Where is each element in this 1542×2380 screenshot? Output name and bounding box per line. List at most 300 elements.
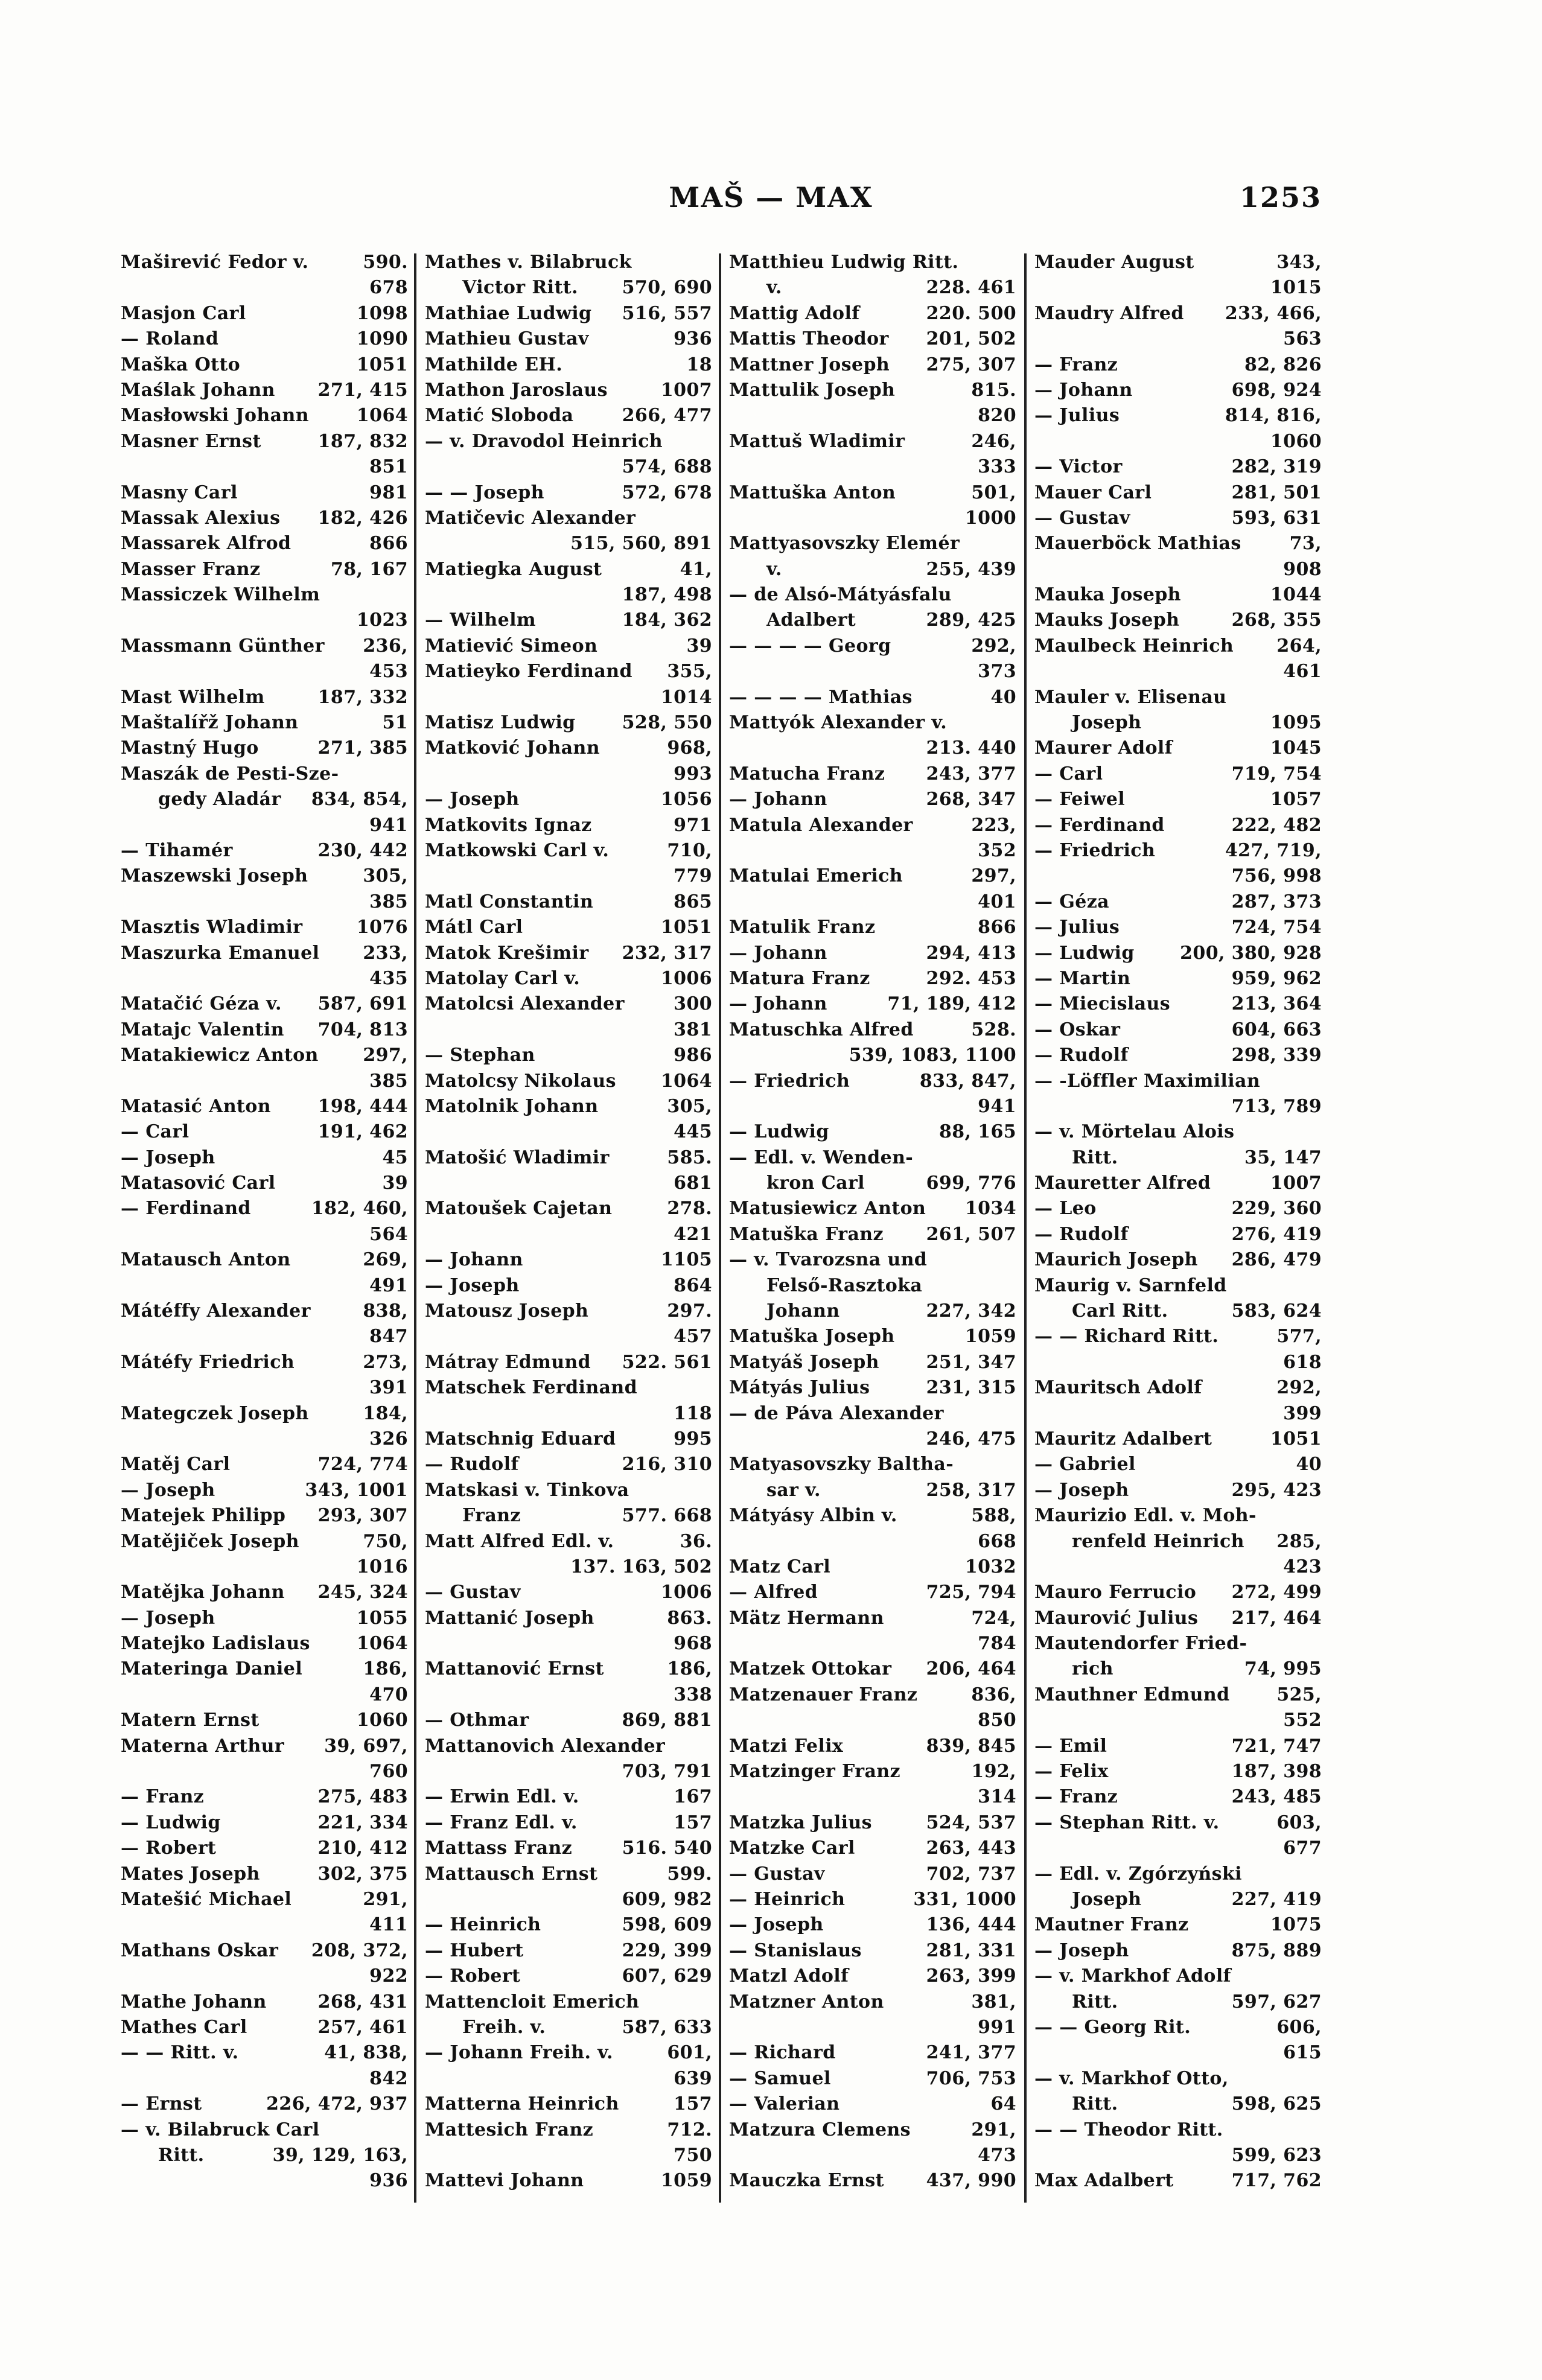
index-entry-line bbox=[729, 2040, 1016, 2066]
entry-page-refs: 257, 461 bbox=[317, 2016, 408, 2038]
entry-page-refs: 273, bbox=[363, 1351, 408, 1373]
entry-name: — Franz bbox=[1034, 354, 1118, 375]
index-entry-line bbox=[1034, 1810, 1322, 1836]
entry-page-refs: 1076 bbox=[356, 917, 408, 938]
entry-page-refs: 724, 774 bbox=[317, 1454, 408, 1475]
entry-name: Masłowski Johann bbox=[121, 405, 309, 427]
index-entry-line bbox=[425, 2092, 712, 2117]
entry-name: Matzner Anton bbox=[729, 1991, 884, 2012]
entry-name: — v. Bilabruck Carl bbox=[121, 2119, 320, 2140]
index-entry-line bbox=[121, 1375, 408, 1401]
entry-name: — Gustav bbox=[729, 1863, 825, 1885]
entry-name: — Ludwig bbox=[729, 1121, 829, 1143]
index-entry-line bbox=[425, 1682, 712, 1708]
entry-page-refs: 201, 502 bbox=[926, 328, 1016, 350]
index-entry-line bbox=[1034, 838, 1322, 864]
entry-page-refs: 198, 444 bbox=[317, 1095, 408, 1117]
entry-name: gedy Aladár bbox=[158, 789, 281, 810]
index-entry-line bbox=[121, 1043, 408, 1068]
entry-name: — Richard bbox=[729, 2042, 836, 2064]
entry-page-refs: 287, 373 bbox=[1231, 891, 1322, 912]
entry-page-refs: 1014 bbox=[660, 686, 712, 708]
entry-page-refs: 678 bbox=[369, 277, 408, 299]
entry-name: Mathe Johann bbox=[121, 1991, 267, 2012]
entry-page-refs: 609, 982 bbox=[622, 1889, 712, 1910]
entry-page-refs: 233, bbox=[363, 942, 408, 964]
index-entry-line bbox=[425, 301, 712, 326]
index-entry-line bbox=[1034, 1273, 1322, 1299]
index-entry-line bbox=[425, 1912, 712, 1938]
entry-name: Matulik Franz bbox=[729, 917, 876, 938]
index-entry-line bbox=[729, 1196, 1016, 1221]
entry-page-refs: 275, 307 bbox=[926, 354, 1016, 375]
index-entry-line bbox=[425, 1119, 712, 1145]
entry-page-refs: 750, bbox=[363, 1530, 408, 1552]
entry-page-refs: 717, 762 bbox=[1231, 2170, 1322, 2192]
entry-name: Masny Carl bbox=[121, 482, 238, 503]
entry-page-refs: 200, 380, 928 bbox=[1180, 942, 1322, 964]
index-entry-line bbox=[121, 608, 408, 633]
entry-page-refs: 516. 540 bbox=[622, 1838, 712, 1859]
index-entry-line bbox=[729, 1069, 1016, 1094]
entry-name: — Gabriel bbox=[1034, 1454, 1136, 1475]
index-entry-line bbox=[1034, 1222, 1322, 1247]
entry-page-refs: 246, bbox=[971, 430, 1016, 452]
entry-name: Mattanić Joseph bbox=[425, 1607, 594, 1629]
entry-name: Mathes Carl bbox=[121, 2016, 247, 2038]
entry-name: — Othmar bbox=[425, 1710, 529, 1731]
entry-name: — Joseph bbox=[121, 1479, 215, 1501]
entry-name: Masztis Wladimir bbox=[121, 917, 303, 938]
running-head: MAŠ — MAX bbox=[669, 181, 873, 214]
entry-page-refs: 186, bbox=[363, 1658, 408, 1680]
index-entry-line bbox=[425, 2168, 712, 2194]
entry-name: Mattuš Wladimir bbox=[729, 430, 905, 452]
index-entry-line bbox=[121, 1452, 408, 1477]
entry-page-refs: 941 bbox=[978, 1095, 1016, 1117]
entry-name: Ritt. bbox=[158, 2144, 205, 2166]
entry-name: Matschnig Eduard bbox=[425, 1428, 616, 1449]
entry-page-refs: 213, 364 bbox=[1231, 993, 1322, 1015]
entry-page-refs: 263, 399 bbox=[926, 1965, 1016, 1987]
entry-page-refs: 725, 794 bbox=[926, 1582, 1016, 1603]
entry-name: — Martin bbox=[1034, 967, 1131, 989]
entry-page-refs: 703, 791 bbox=[622, 1761, 712, 1783]
index-entry-line bbox=[425, 685, 712, 710]
entry-name: — Ferdinand bbox=[121, 1198, 251, 1220]
index-entry-line bbox=[729, 352, 1016, 378]
index-entry-line bbox=[1034, 301, 1322, 326]
entry-name: — Johann bbox=[729, 993, 827, 1015]
entry-name: Matieyko Ferdinand bbox=[425, 661, 632, 682]
entry-name: Matulai Emerich bbox=[729, 865, 903, 887]
index-entry-line bbox=[425, 1784, 712, 1810]
entry-page-refs: 137. 163, 502 bbox=[570, 1556, 712, 1577]
entry-name: Mátyásy Albin v. bbox=[729, 1505, 897, 1527]
entry-name: — v. Markhof Adolf bbox=[1034, 1965, 1231, 1987]
entry-name: Franz bbox=[462, 1505, 521, 1527]
entry-page-refs: 1007 bbox=[1270, 1172, 1322, 1194]
index-entry-line bbox=[121, 889, 408, 915]
entry-page-refs: 251, 347 bbox=[926, 1351, 1016, 1373]
index-entry-line bbox=[425, 1554, 712, 1580]
index-entry-line bbox=[121, 1656, 408, 1682]
entry-page-refs: 282, 319 bbox=[1231, 456, 1322, 478]
entry-name: Maszewski Joseph bbox=[121, 865, 308, 887]
entry-page-refs: 435 bbox=[369, 967, 408, 989]
index-entry-line bbox=[1034, 1759, 1322, 1784]
entry-name: — Franz Edl. v. bbox=[425, 1812, 578, 1833]
index-entry-line bbox=[1034, 2066, 1322, 2092]
entry-page-refs: 639 bbox=[674, 2067, 712, 2089]
entry-name: Mattass Franz bbox=[425, 1838, 573, 1859]
entry-name: Matković Johann bbox=[425, 737, 600, 759]
entry-name: Masjon Carl bbox=[121, 302, 246, 324]
entry-page-refs: 552 bbox=[1283, 1710, 1322, 1731]
index-entry-line bbox=[729, 1784, 1016, 1810]
entry-page-refs: 88, 165 bbox=[938, 1121, 1016, 1143]
index-entry-line bbox=[425, 1350, 712, 1375]
entry-page-refs: 263, 443 bbox=[926, 1838, 1016, 1859]
entry-page-refs: 271, 415 bbox=[317, 379, 408, 401]
index-entry-line bbox=[1034, 1196, 1322, 1221]
entry-page-refs: 421 bbox=[674, 1223, 712, 1245]
index-entry-line bbox=[729, 1119, 1016, 1145]
entry-page-refs: 187, 332 bbox=[317, 686, 408, 708]
entry-page-refs: 192, bbox=[971, 1761, 1016, 1783]
entry-name: Matičevic Alexander bbox=[425, 507, 636, 529]
entry-name: — Johann bbox=[729, 789, 827, 810]
entry-page-refs: 291, bbox=[363, 1889, 408, 1910]
entry-page-refs: 385 bbox=[369, 891, 408, 912]
entry-name: Mates Joseph bbox=[121, 1863, 260, 1885]
entry-name: Matzenauer Franz bbox=[729, 1684, 918, 1705]
entry-name: Matolcsy Nikolaus bbox=[425, 1070, 616, 1092]
entry-page-refs: 1034 bbox=[964, 1198, 1016, 1220]
index-entry-line bbox=[121, 1478, 408, 1503]
entry-name: — Johann bbox=[425, 1249, 523, 1271]
index-entry-line bbox=[729, 1017, 1016, 1043]
entry-page-refs: 292. 453 bbox=[926, 967, 1016, 989]
index-entry-line bbox=[425, 634, 712, 659]
entry-page-refs: 268, 347 bbox=[926, 789, 1016, 810]
entry-name: Mathilde EH. bbox=[425, 354, 563, 375]
index-entry-line bbox=[1034, 813, 1322, 838]
entry-page-refs: 470 bbox=[369, 1684, 408, 1705]
index-entry-line bbox=[425, 1401, 712, 1427]
index-entry-line bbox=[121, 1299, 408, 1324]
entry-name: Mastný Hugo bbox=[121, 737, 259, 759]
entry-page-refs: 712. bbox=[667, 2119, 712, 2140]
entry-page-refs: 570, 690 bbox=[622, 277, 712, 299]
index-entry-line bbox=[121, 454, 408, 480]
entry-page-refs: 35, 147 bbox=[1244, 1147, 1322, 1168]
entry-page-refs: 333 bbox=[978, 456, 1016, 478]
entry-name: Matoušek Cajetan bbox=[425, 1198, 613, 1220]
entry-page-refs: 292, bbox=[1276, 1377, 1322, 1399]
index-entry-line bbox=[121, 1350, 408, 1375]
entry-page-refs: 264, bbox=[1276, 635, 1322, 657]
entry-page-refs: 1045 bbox=[1270, 737, 1322, 759]
entry-page-refs: 229, 360 bbox=[1231, 1198, 1322, 1220]
index-entry-line bbox=[1034, 1734, 1322, 1759]
index-entry-line bbox=[729, 2066, 1016, 2092]
entry-name: Matyáš Joseph bbox=[729, 1351, 879, 1373]
entry-page-refs: 598, 625 bbox=[1231, 2093, 1322, 2115]
entry-page-refs: 78, 167 bbox=[330, 558, 408, 580]
entry-name: Mátl Carl bbox=[425, 917, 523, 938]
index-entry-line bbox=[121, 2066, 408, 2092]
entry-name: Mathes v. Bilabruck bbox=[425, 252, 632, 273]
index-entry-line bbox=[121, 326, 408, 352]
index-entry-line bbox=[1034, 659, 1322, 684]
index-entry-line bbox=[121, 557, 408, 582]
entry-page-refs: 352 bbox=[978, 839, 1016, 861]
entry-name: — Joseph bbox=[425, 789, 520, 810]
index-entry-line bbox=[1034, 889, 1322, 915]
entry-name: Materna Arthur bbox=[121, 1735, 285, 1757]
index-entry-line bbox=[425, 889, 712, 915]
index-entry-line bbox=[1034, 1324, 1322, 1349]
entry-name: Matolay Carl v. bbox=[425, 967, 581, 989]
entry-name: Mattig Adolf bbox=[729, 302, 860, 324]
index-entry-line bbox=[729, 1043, 1016, 1068]
entry-page-refs: 699, 776 bbox=[926, 1172, 1016, 1194]
index-entry-line bbox=[425, 250, 712, 275]
index-entry-line bbox=[1034, 736, 1322, 761]
entry-name: Matzinger Franz bbox=[729, 1761, 900, 1783]
index-entry-line bbox=[729, 762, 1016, 787]
index-entry-line bbox=[425, 1273, 712, 1299]
index-entry-line bbox=[425, 941, 712, 966]
entry-name: Mauczka Ernst bbox=[729, 2170, 884, 2192]
index-entry-line bbox=[121, 1094, 408, 1119]
entry-page-refs: 295, 423 bbox=[1231, 1479, 1322, 1501]
index-entry-line bbox=[121, 275, 408, 301]
index-entry-line bbox=[1034, 352, 1322, 378]
entry-name: rich bbox=[1072, 1658, 1113, 1680]
index-entry-line bbox=[729, 557, 1016, 582]
index-entry-line bbox=[121, 1580, 408, 1605]
index-column-1 bbox=[121, 250, 408, 2194]
index-entry-line bbox=[1034, 2040, 1322, 2066]
index-entry-line bbox=[1034, 1580, 1322, 1605]
index-entry-line bbox=[425, 1427, 712, 1452]
entry-page-refs: 73, bbox=[1289, 533, 1322, 555]
index-entry-line bbox=[729, 1273, 1016, 1299]
entry-page-refs: 491 bbox=[369, 1274, 408, 1296]
entry-name: Felső-Rasztoka bbox=[766, 1274, 923, 1296]
entry-page-refs: 71, 189, 412 bbox=[887, 993, 1016, 1015]
entry-page-refs: 1060 bbox=[1270, 430, 1322, 452]
index-entry-line bbox=[1034, 2168, 1322, 2194]
entry-name: Mauro Ferrucio bbox=[1034, 1582, 1197, 1603]
index-entry-line bbox=[425, 1478, 712, 1503]
entry-page-refs: 331, 1000 bbox=[913, 1889, 1016, 1910]
index-entry-line bbox=[425, 813, 712, 838]
entry-name: Mauks Joseph bbox=[1034, 609, 1180, 631]
index-entry-line bbox=[729, 787, 1016, 812]
entry-page-refs: 45 bbox=[382, 1147, 408, 1168]
entry-page-refs: 269, bbox=[363, 1249, 408, 1271]
entry-name: Mátéfy Friedrich bbox=[121, 1351, 295, 1373]
index-entry-line bbox=[425, 1145, 712, 1171]
index-entry-line bbox=[1034, 1375, 1322, 1401]
entry-name: — Carl bbox=[121, 1121, 190, 1143]
entry-name: — Oskar bbox=[1034, 1019, 1121, 1040]
entry-page-refs: 82, 826 bbox=[1244, 354, 1322, 375]
index-entry-line bbox=[729, 1912, 1016, 1938]
entry-page-refs: 820 bbox=[978, 405, 1016, 427]
index-entry-line bbox=[121, 1887, 408, 1912]
index-entry-line bbox=[425, 736, 712, 761]
index-entry-line bbox=[1034, 1862, 1322, 1887]
index-entry-line bbox=[121, 1401, 408, 1427]
index-entry-line bbox=[425, 1734, 712, 1759]
index-entry-line bbox=[425, 403, 712, 428]
entry-page-refs: 241, 377 bbox=[926, 2042, 1016, 2064]
entry-name: Maširević Fedor v. bbox=[121, 252, 309, 273]
entry-name: — Julius bbox=[1034, 405, 1120, 427]
entry-page-refs: 1006 bbox=[660, 967, 712, 989]
index-entry-line bbox=[1034, 1427, 1322, 1452]
index-entry-line bbox=[1034, 2143, 1322, 2168]
index-entry-line bbox=[425, 557, 712, 582]
index-entry-line bbox=[729, 2015, 1016, 2040]
entry-page-refs: 991 bbox=[978, 2016, 1016, 2038]
entry-page-refs: 228. 461 bbox=[926, 277, 1016, 299]
index-entry-line bbox=[729, 1324, 1016, 1349]
index-entry-line bbox=[121, 1069, 408, 1094]
entry-page-refs: 297. bbox=[667, 1300, 712, 1322]
entry-page-refs: 230, 442 bbox=[317, 839, 408, 861]
entry-page-refs: 908 bbox=[1283, 558, 1322, 580]
entry-page-refs: 936 bbox=[369, 2170, 408, 2192]
entry-page-refs: 255, 439 bbox=[926, 558, 1016, 580]
entry-page-refs: 39, 129, 163, bbox=[272, 2144, 408, 2166]
index-entry-line bbox=[1034, 531, 1322, 556]
entry-page-refs: 704, 813 bbox=[317, 1019, 408, 1040]
index-entry-line bbox=[121, 634, 408, 659]
column-divider bbox=[414, 253, 416, 2203]
entry-name: — Joseph bbox=[1034, 1479, 1129, 1501]
entry-page-refs: 1023 bbox=[356, 609, 408, 631]
entry-page-refs: 314 bbox=[978, 1786, 1016, 1808]
index-entry-line bbox=[1034, 864, 1322, 889]
entry-page-refs: 243, 377 bbox=[926, 763, 1016, 784]
entry-page-refs: 959, 962 bbox=[1231, 967, 1322, 989]
entry-name: Matějiček Joseph bbox=[121, 1530, 299, 1552]
index-entry-line bbox=[729, 1938, 1016, 1964]
index-entry-line bbox=[425, 1299, 712, 1324]
index-entry-line bbox=[1034, 1069, 1322, 1094]
entry-page-refs: 381, bbox=[971, 1991, 1016, 2012]
index-entry-line bbox=[121, 1836, 408, 1861]
entry-name: — Johann bbox=[729, 942, 827, 964]
entry-name: Matz Carl bbox=[729, 1556, 831, 1577]
entry-page-refs: 719, 754 bbox=[1231, 763, 1322, 784]
index-entry-line bbox=[729, 966, 1016, 991]
index-entry-line bbox=[1034, 1017, 1322, 1043]
entry-name: — Joseph bbox=[121, 1147, 215, 1168]
index-entry-line bbox=[425, 1580, 712, 1605]
entry-page-refs: 184, bbox=[363, 1402, 408, 1424]
entry-page-refs: 814, 816, bbox=[1225, 405, 1322, 427]
index-entry-line bbox=[425, 966, 712, 991]
index-entry-line bbox=[121, 2040, 408, 2066]
entry-page-refs: 182, 460, bbox=[311, 1198, 408, 1220]
index-entry-line bbox=[425, 1247, 712, 1273]
index-entry-line bbox=[1034, 2015, 1322, 2040]
entry-page-refs: 51 bbox=[382, 712, 408, 734]
entry-name: Matterna Heinrich bbox=[425, 2093, 619, 2115]
index-entry-line bbox=[1034, 1990, 1322, 2015]
entry-name: — — — — Georg bbox=[729, 635, 891, 657]
entry-name: Matyasovszky Baltha- bbox=[729, 1454, 954, 1475]
entry-page-refs: 338 bbox=[674, 1684, 712, 1705]
entry-name: Matthieu Ludwig Ritt. bbox=[729, 252, 959, 273]
index-entry-line bbox=[729, 275, 1016, 301]
index-entry-line bbox=[1034, 480, 1322, 506]
index-entry-line bbox=[1034, 1708, 1322, 1733]
entry-name: Carl Ritt. bbox=[1072, 1300, 1168, 1322]
entry-name: Matajc Valentin bbox=[121, 1019, 284, 1040]
entry-name: — Samuel bbox=[729, 2067, 831, 2089]
entry-page-refs: 39, 697, bbox=[324, 1735, 408, 1757]
index-entry-line bbox=[729, 1171, 1016, 1196]
entry-name: Adalbert bbox=[766, 609, 856, 631]
entry-page-refs: 863. bbox=[667, 1607, 712, 1629]
entry-page-refs: 208, 372, bbox=[311, 1939, 408, 1961]
entry-name: Matisz Ludwig bbox=[425, 712, 576, 734]
index-column-2 bbox=[425, 250, 712, 2194]
entry-page-refs: 411 bbox=[369, 1914, 408, 1936]
entry-name: — Joseph bbox=[1034, 1939, 1129, 1961]
entry-name: — — Richard Ritt. bbox=[1034, 1326, 1219, 1348]
entry-name: — Emil bbox=[1034, 1735, 1107, 1757]
entry-name: Mast Wilhelm bbox=[121, 686, 265, 708]
index-entry-line bbox=[425, 1324, 712, 1349]
index-entry-line bbox=[425, 710, 712, 736]
page-number: 1253 bbox=[1239, 181, 1322, 214]
entry-name: Matzka Julius bbox=[729, 1812, 872, 1833]
entry-page-refs: 539, 1083, 1100 bbox=[849, 1045, 1016, 1066]
entry-page-refs: 1059 bbox=[964, 1326, 1016, 1348]
index-entry-line bbox=[425, 531, 712, 556]
index-entry-line bbox=[121, 480, 408, 506]
entry-name: Matkovits Ignaz bbox=[425, 814, 592, 836]
entry-name: — Joseph bbox=[425, 1274, 520, 1296]
entry-page-refs: 564 bbox=[369, 1223, 408, 1245]
entry-page-refs: 574, 688 bbox=[622, 456, 712, 478]
entry-page-refs: 236, bbox=[363, 635, 408, 657]
entry-page-refs: 838, bbox=[363, 1300, 408, 1322]
index-entry-line bbox=[425, 506, 712, 531]
entry-page-refs: 182, 426 bbox=[317, 507, 408, 529]
index-entry-line bbox=[425, 1222, 712, 1247]
entry-page-refs: 1006 bbox=[660, 1582, 712, 1603]
entry-name: Matkowski Carl v. bbox=[425, 839, 610, 861]
entry-page-refs: 305, bbox=[363, 865, 408, 887]
entry-name: Mauerböck Mathias bbox=[1034, 533, 1241, 555]
entry-page-refs: 968 bbox=[674, 1633, 712, 1655]
index-entry-line bbox=[425, 454, 712, 480]
entry-name: Matolnik Johann bbox=[425, 1095, 599, 1117]
index-entry-line bbox=[121, 1503, 408, 1529]
index-entry-line bbox=[121, 506, 408, 531]
entry-page-refs: 981 bbox=[369, 482, 408, 503]
entry-page-refs: 210, 412 bbox=[317, 1838, 408, 1859]
